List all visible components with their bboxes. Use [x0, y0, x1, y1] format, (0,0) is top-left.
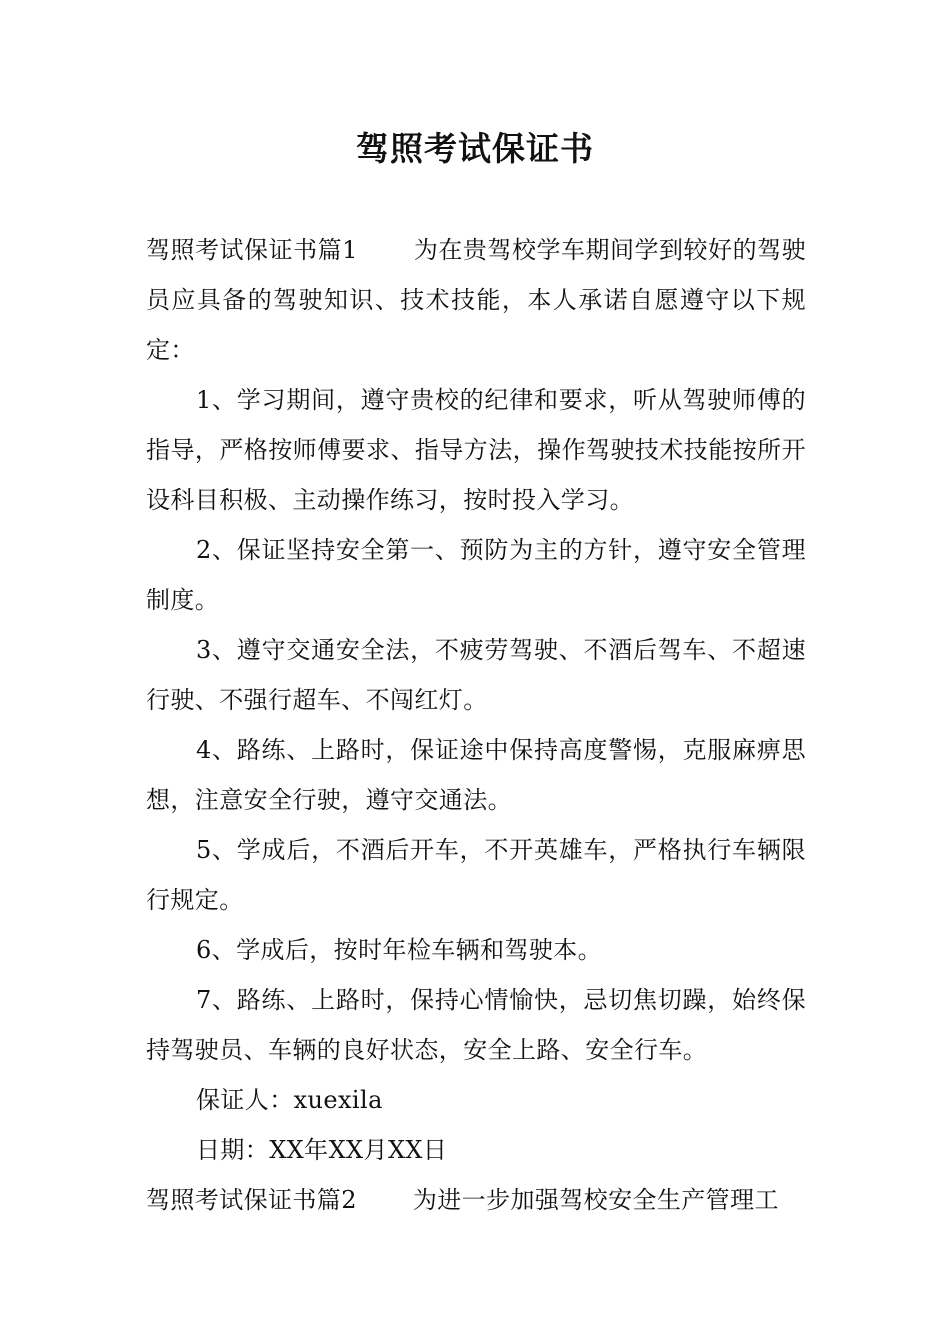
document-title: 驾照考试保证书 [356, 129, 594, 168]
section2-intro: 为进一步加强驾校安全生产管理工 [412, 1186, 779, 1214]
section1-heading: 驾照考试保证书篇1 [146, 236, 358, 264]
list-item: 2、保证坚持安全第一、预防为主的方针，遵守安全管理制度。 [146, 536, 806, 614]
list-item: 5、学成后，不酒后开车，不开英雄车，严格执行车辆限行规定。 [146, 836, 806, 914]
list-item: 1、学习期间，遵守贵校的纪律和要求，听从驾驶师傅的指导，严格按师傅要求、指导方法，操作驾驶技术技能按所开设科目积极、主动操作练习，按时投入学习。 [146, 386, 806, 514]
list-item: 3、遵守交通安全法，不疲劳驾驶、不酒后驾车、不超速行驶、不强行超车、不闯红灯。 [146, 636, 806, 714]
list-item: 7、路练、上路时，保持心情愉快，忌切焦切躁，始终保持驾驶员、车辆的良好状态，安全上路、安全行车。 [146, 986, 806, 1064]
list-item: 4、路练、上路时，保证途中保持高度警惕，克服麻痹思想，注意安全行驶，遵守交通法。 [146, 736, 806, 814]
list-item: 6、学成后，按时年检车辆和驾驶本。 [196, 936, 603, 964]
section2-intro-paragraph [146, 1175, 806, 1225]
document-body [146, 225, 806, 1225]
section1-intro: 为在贵驾校学车期间学到较好的驾驶员应具备的驾驶知识、技术技能，本人承诺自愿遵守以下规定： [146, 236, 806, 364]
guarantor-line: 保证人：xuexila [196, 1086, 383, 1114]
section1-intro-paragraph [146, 225, 806, 375]
date-line: 日期：XX年XX月XX日 [196, 1136, 448, 1164]
section2-heading: 驾照考试保证书篇2 [146, 1186, 357, 1214]
